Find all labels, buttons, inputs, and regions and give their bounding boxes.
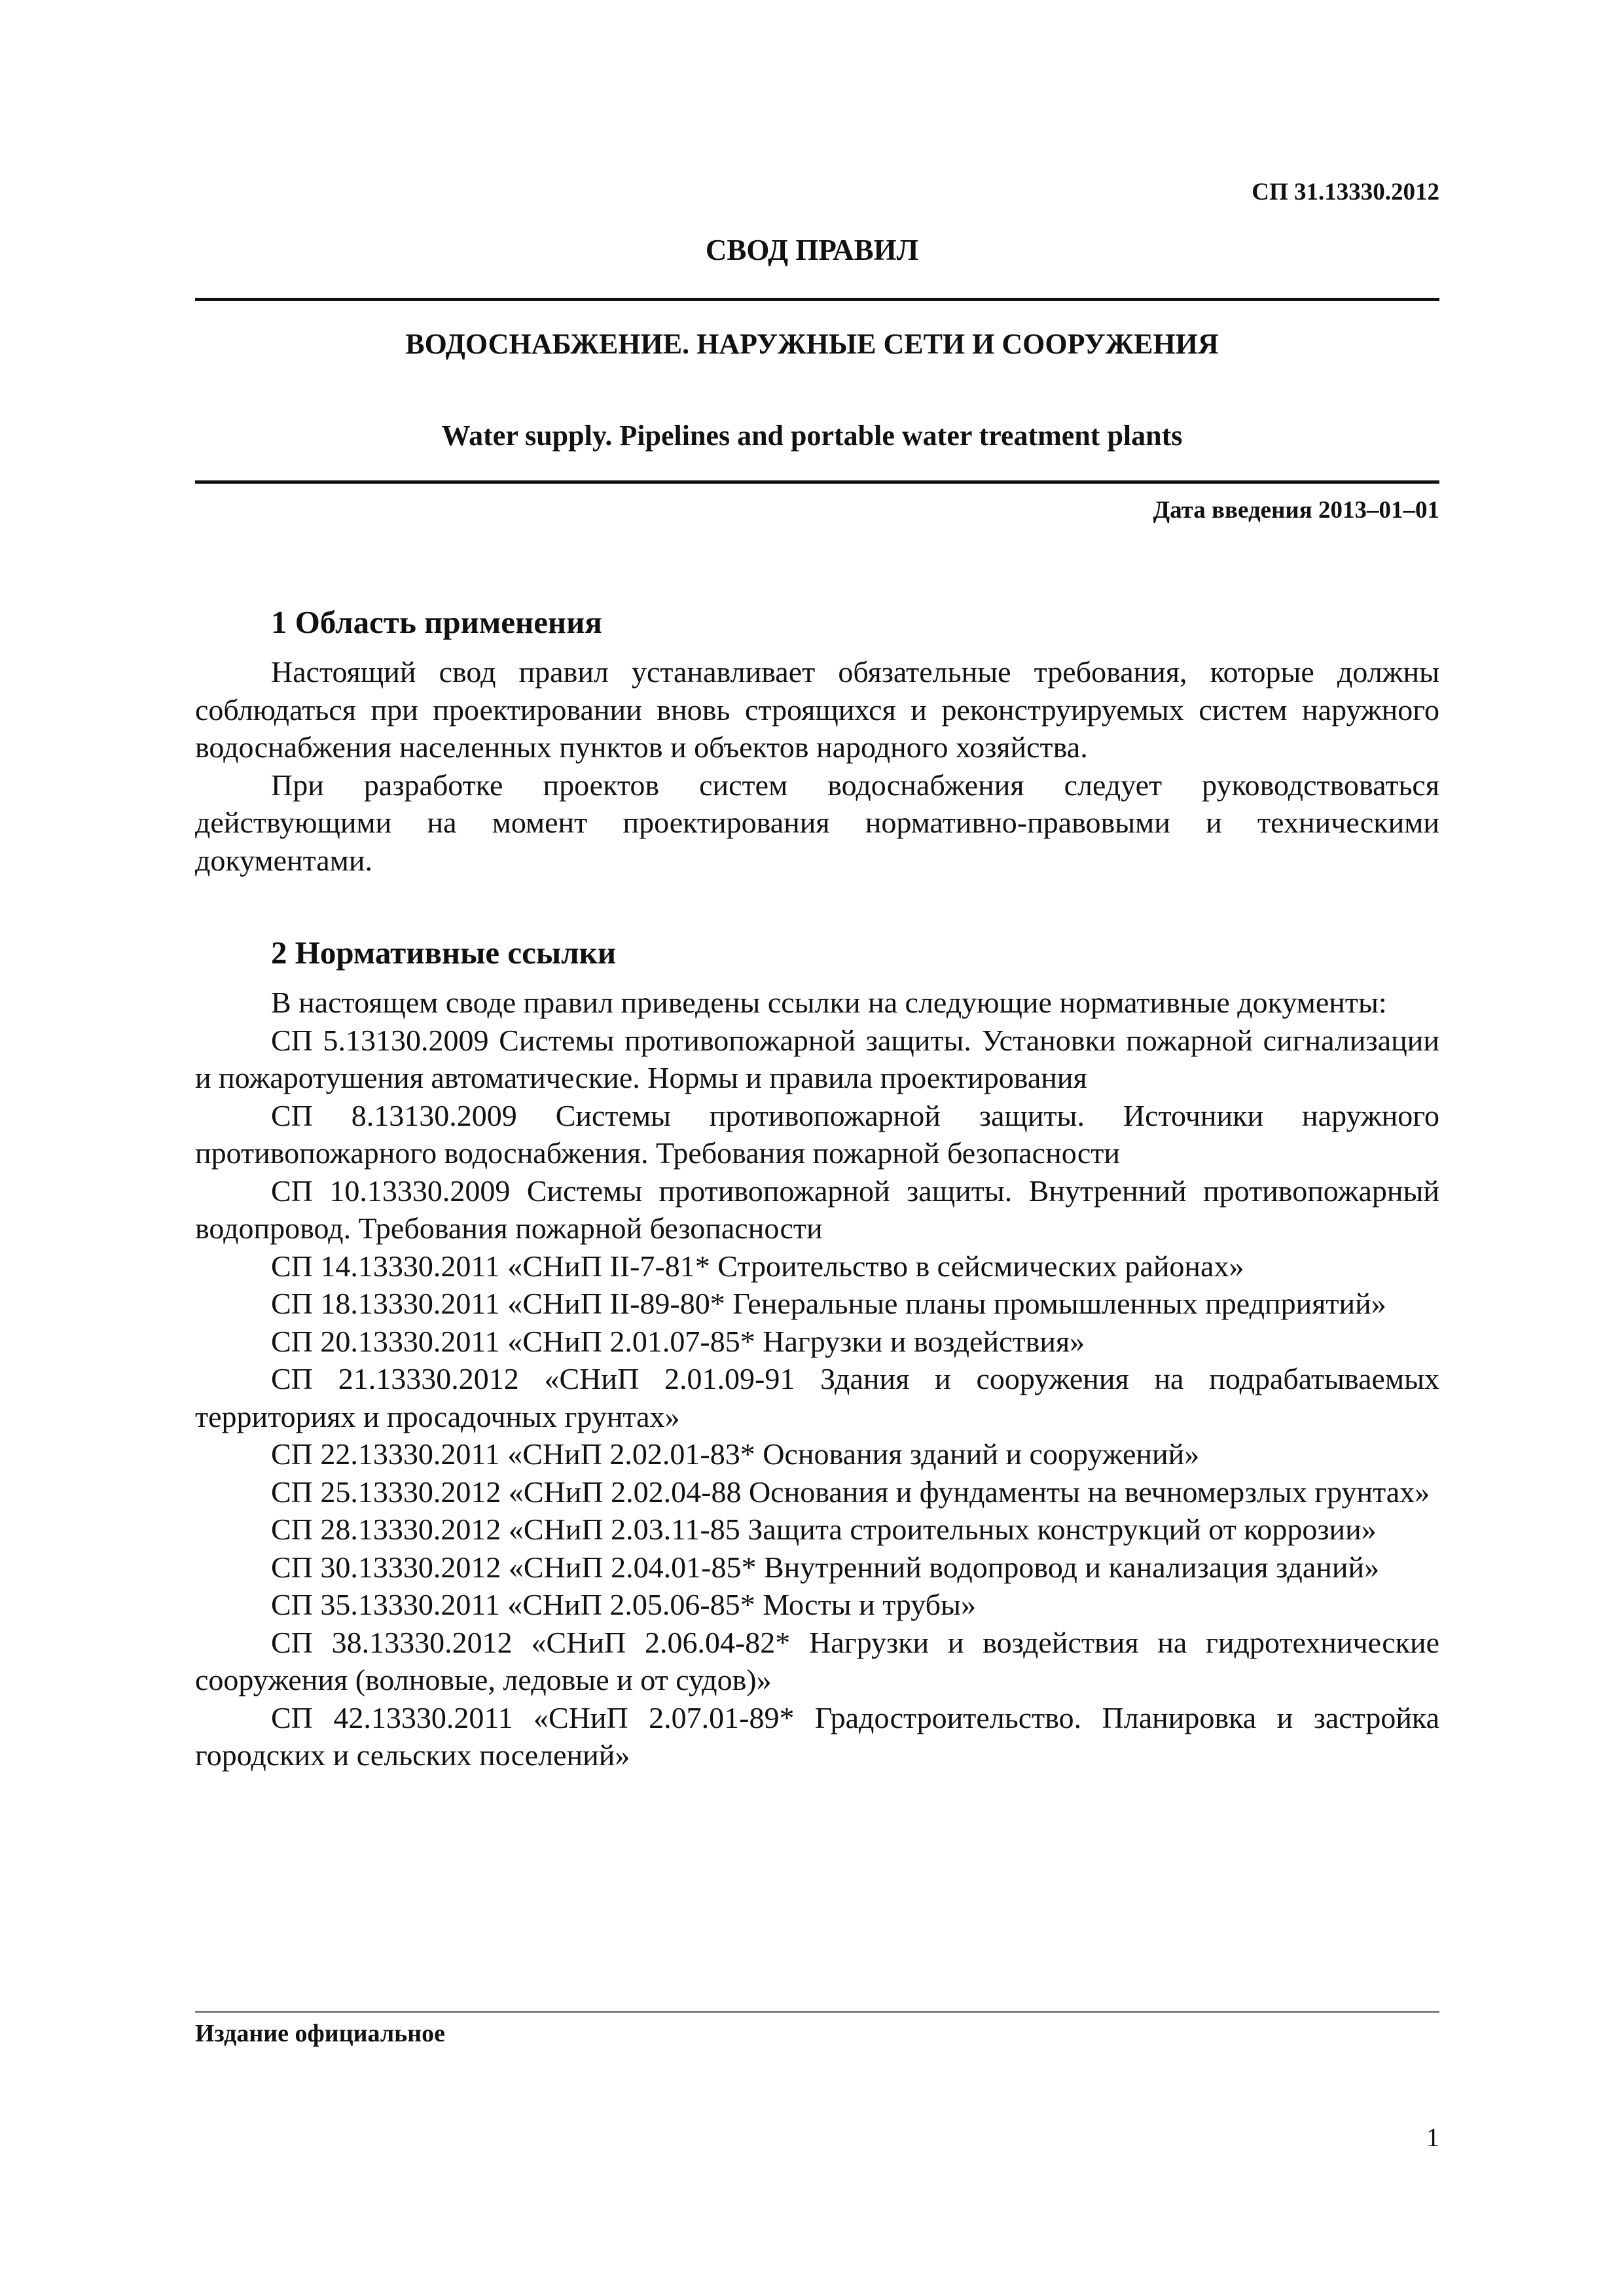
section-heading: 1 Область применения [271, 604, 602, 640]
document-type: СВОД ПРАВИЛ [705, 234, 919, 266]
document-code: СП 31.13330.2012 [1252, 179, 1439, 206]
reference-item: СП 28.13330.2012 «СНиП 2.03.11-85 Защита строительных конструкций от коррозии» [271, 1513, 1377, 1546]
section-spacer [195, 879, 1439, 931]
title-russian: ВОДОСНАБЖЕНИЕ. НАРУЖНЫЕ СЕТИ И СООРУЖЕНИЯ [405, 328, 1219, 360]
reference-item: СП 25.13330.2012 «СНиП 2.02.04-88 Основания и фундаменты на вечномерзлых грунтах» [271, 1475, 1430, 1509]
reference-item: СП 42.13330.2011 «СНиП 2.07.01-89* Градостроительство. Планировка и застройка городских и сельских поселений» [195, 1700, 1439, 1772]
page-number: 1 [1426, 2123, 1439, 2152]
title-english: Water supply. Pipelines and portable water treatment plants [441, 420, 1183, 452]
section-scope [195, 601, 1439, 879]
paragraph: Настоящий свод правил устанавливает обязательные требования, которые должны соблюдаться при проектировании вновь строящихся и реконструируемых систем наружного водоснабжения населенных пунктов и объектов народного хозяйства. [195, 655, 1439, 764]
footer-rule [195, 2011, 1439, 2013]
bottom-rule [195, 480, 1439, 484]
reference-item: СП 38.13330.2012 «СНиП 2.06.04-82* Нагрузки и воздействия на гидротехнические сооружения (волновые, ледовые и от судов)» [195, 1625, 1439, 1696]
reference-item: СП 5.13130.2009 Системы противопожарной защиты. Установки пожарной сигнализации и пожаротушения автоматические. Нормы и правила проектирования [195, 1023, 1439, 1094]
reference-item: СП 10.13330.2009 Системы противопожарной защиты. Внутренний противопожарный водопровод. Требования пожарной безопасности [195, 1174, 1439, 1245]
paragraph: В настоящем своде правил приведены ссылки на следующие нормативные документы: [271, 986, 1387, 1019]
paragraph: При разработке проектов систем водоснабжения следует руководствоваться действующими на момент проектирования нормативно-правовыми и техническими документами. [195, 768, 1439, 877]
reference-item: СП 14.13330.2011 «СНиП II-7-81* Строительство в сейсмических районах» [271, 1249, 1244, 1283]
reference-item: СП 21.13330.2012 «СНиП 2.01.09-91 Здания и сооружения на подрабатываемых территориях и просадочных грунтах» [195, 1362, 1439, 1433]
reference-item: СП 22.13330.2011 «СНиП 2.02.01-83* Основания зданий и сооружений» [271, 1437, 1200, 1471]
reference-item: СП 35.13330.2011 «СНиП 2.05.06-85* Мосты и трубы» [271, 1588, 976, 1621]
reference-item: СП 18.13330.2011 «СНиП II-89-80* Генеральные планы промышленных предприятий» [271, 1287, 1386, 1320]
section-normative-references [195, 931, 1439, 1774]
introduction-date: Дата введения 2013–01–01 [1153, 497, 1439, 524]
top-rule [195, 298, 1439, 301]
reference-item: СП 8.13130.2009 Системы противопожарной защиты. Источники наружного противопожарного водоснабжения. Требования пожарной безопасности [195, 1098, 1439, 1170]
document-body [195, 601, 1439, 1774]
reference-item: СП 30.13330.2012 «СНиП 2.04.01-85* Внутренний водопровод и канализация зданий» [271, 1550, 1380, 1584]
section-heading: 2 Нормативные ссылки [271, 935, 617, 971]
reference-item: СП 20.13330.2011 «СНиП 2.01.07-85* Нагрузки и воздействия» [271, 1324, 1085, 1358]
official-edition-note: Издание официальное [195, 2020, 446, 2047]
